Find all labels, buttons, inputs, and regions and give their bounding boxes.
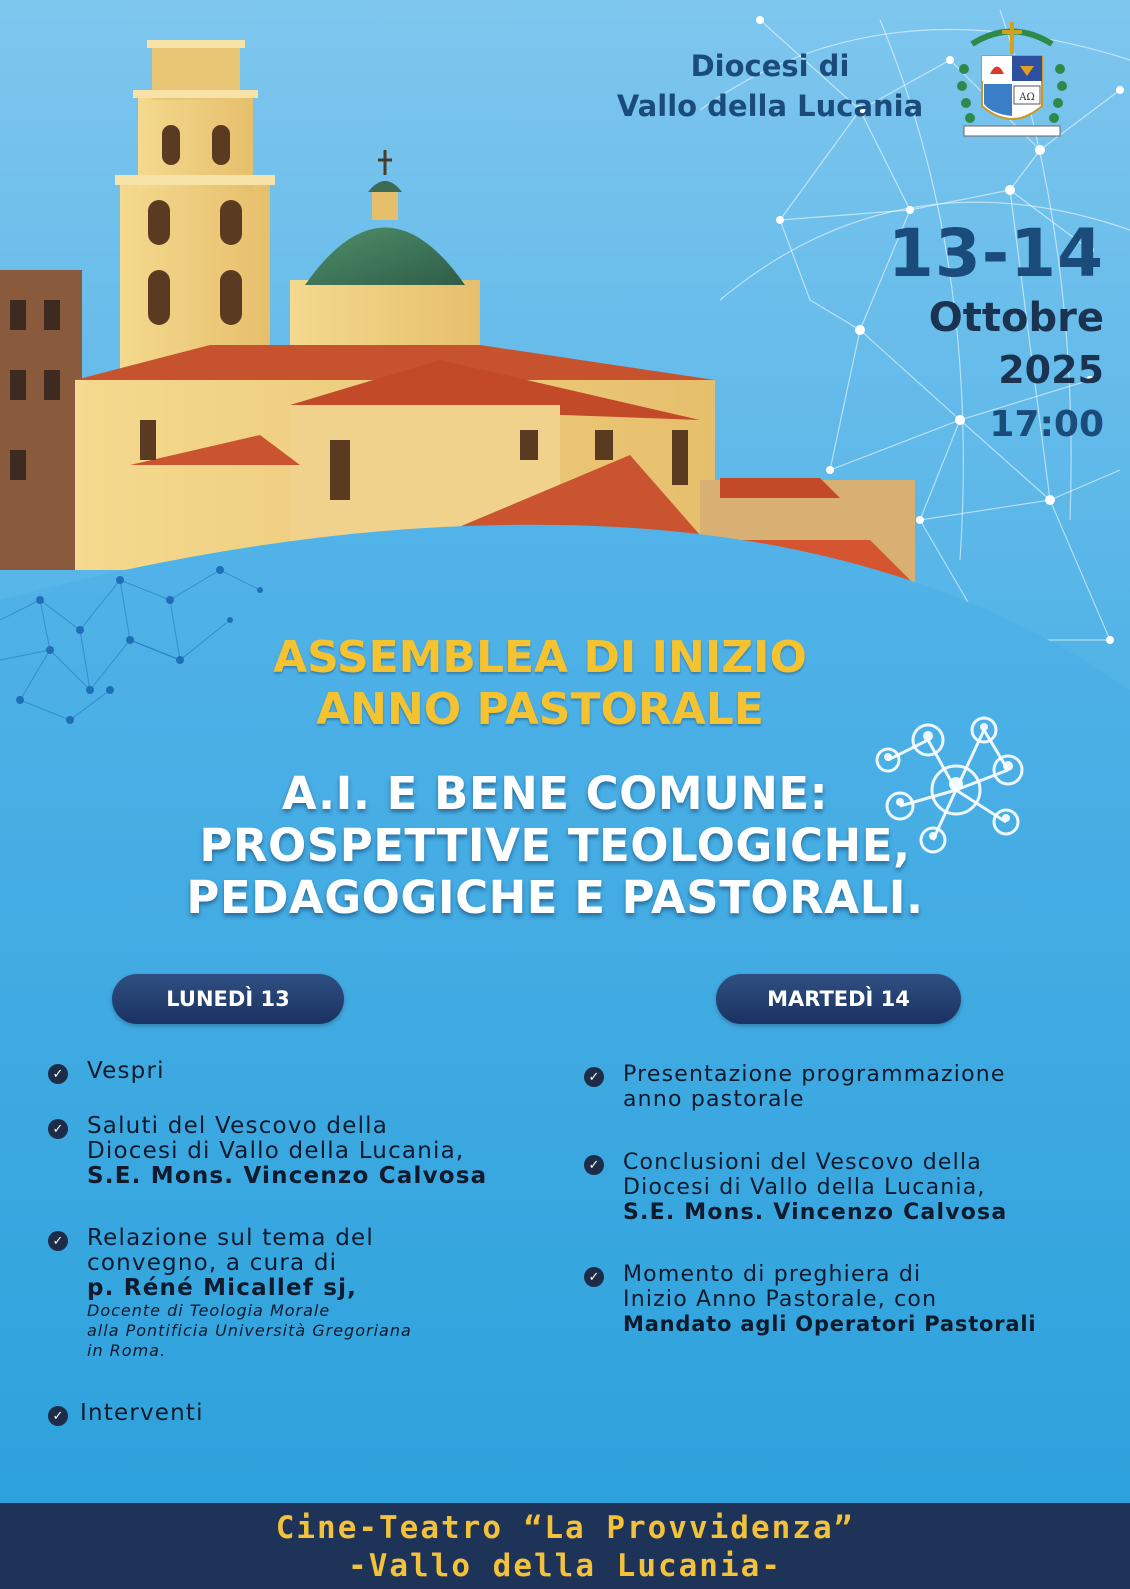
day2-item-presentazione — [584, 1062, 1006, 1112]
day1-item-interventi — [48, 1401, 204, 1426]
theme-title-line2: PROSPETTIVE TEOLOGICHE, — [199, 819, 911, 872]
day1-item-saluti — [48, 1114, 487, 1189]
speaker-name: p. Réné Micallef sj, — [87, 1275, 358, 1301]
day1-item-relazione — [48, 1226, 412, 1361]
item-line: convegno, a cura di — [87, 1250, 338, 1276]
venue-city: -Vallo della Lucania- — [348, 1548, 782, 1584]
diocese-coat-of-arms-logo — [952, 14, 1072, 144]
check-circle-icon: ✓ — [48, 1064, 68, 1084]
day2-item-conclusioni — [584, 1150, 1007, 1225]
speaker-note: alla Pontificia Università Gregoriana — [87, 1321, 412, 1340]
item-line: Diocesi di Vallo della Lucania, — [623, 1175, 986, 1200]
day1-item-vespri — [48, 1059, 165, 1084]
check-circle-icon: ✓ — [584, 1267, 604, 1287]
mandate-text: Mandato agli Operatori Pastorali — [623, 1312, 1037, 1336]
item-line: Conclusioni del Vescovo della — [623, 1150, 982, 1175]
check-circle-icon: ✓ — [584, 1155, 604, 1175]
item-line: Diocesi di Vallo della Lucania, — [87, 1138, 465, 1164]
diocese-name-line1: Diocesi di — [690, 49, 850, 83]
assembly-title-line2: ANNO PASTORALE — [316, 684, 764, 735]
date-year: 2025 — [998, 348, 1104, 392]
item-line: Vespri — [87, 1058, 165, 1084]
check-circle-icon: ✓ — [48, 1231, 68, 1251]
day2-label: MARTEDÌ 14 — [716, 974, 961, 1024]
theme-title-line1: A.I. E BENE COMUNE: — [281, 767, 829, 820]
check-circle-icon: ✓ — [48, 1406, 68, 1426]
day1-label: LUNEDÌ 13 — [112, 974, 344, 1024]
speaker-note: in Roma. — [87, 1341, 167, 1360]
theme-title-line3: PEDAGOGICHE E PASTORALI. — [186, 871, 924, 924]
day2-item-preghiera — [584, 1262, 1036, 1337]
item-line: Momento di preghiera di — [623, 1262, 922, 1287]
venue-name: Cine-Teatro “La Provvidenza” — [275, 1510, 855, 1546]
speaker-note: Docente di Teologia Morale — [87, 1301, 331, 1320]
speaker-name: S.E. Mons. Vincenzo Calvosa — [87, 1163, 488, 1189]
assembly-title-line1: ASSEMBLEA DI INIZIO — [273, 632, 807, 683]
date-month: Ottobre — [928, 295, 1104, 341]
date-range: 13-14 — [887, 215, 1104, 292]
item-line: Inizio Anno Pastorale, con — [623, 1287, 938, 1312]
diocese-name-line2: Vallo della Lucania — [616, 89, 924, 123]
speaker-name: S.E. Mons. Vincenzo Calvosa — [623, 1200, 1008, 1225]
svg-text:ΑΩ: ΑΩ — [1019, 92, 1035, 103]
date-time: 17:00 — [989, 404, 1104, 445]
item-line: Relazione sul tema del — [87, 1225, 374, 1251]
check-circle-icon: ✓ — [48, 1119, 68, 1139]
theme-title — [0, 768, 1110, 924]
item-line: Saluti del Vescovo della — [87, 1113, 389, 1139]
item-line: Presentazione programmazione — [623, 1062, 1006, 1087]
check-circle-icon: ✓ — [584, 1067, 604, 1087]
diocese-name — [600, 46, 940, 126]
venue-footer — [0, 1503, 1130, 1589]
item-line: anno pastorale — [623, 1087, 805, 1112]
item-line: Interventi — [80, 1400, 204, 1426]
